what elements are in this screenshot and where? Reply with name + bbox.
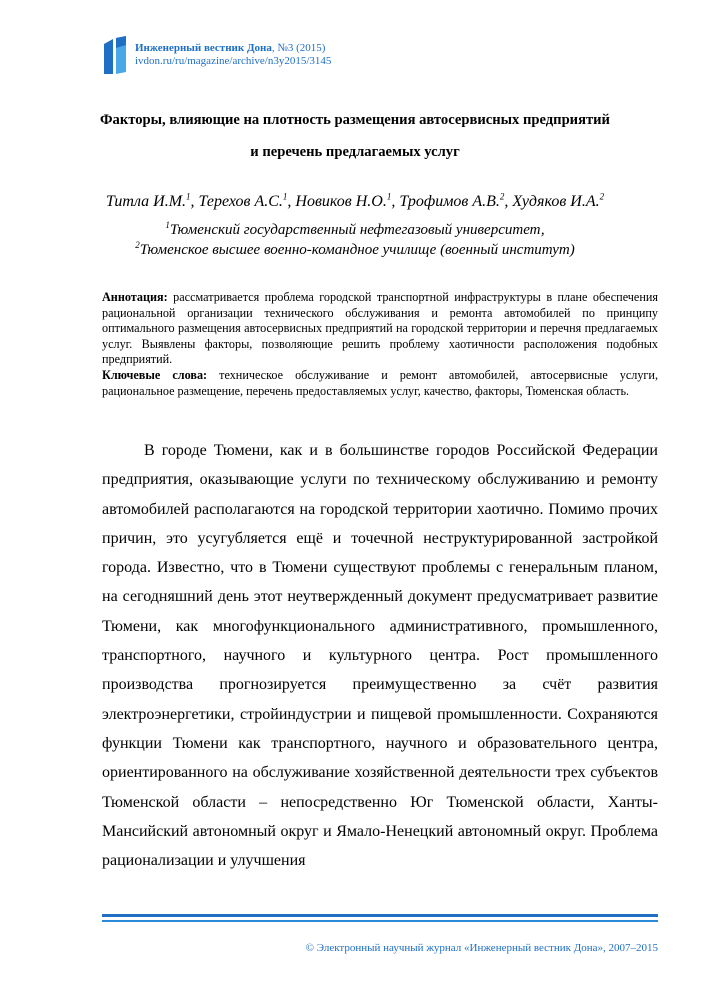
affiliation-mark: 2 — [599, 191, 605, 202]
authors-line — [60, 192, 650, 212]
affiliation-mark: 1 — [386, 191, 392, 202]
abstract-text: рассматривается проблема городской транспортной инфраструктуры в плане обеспечения рациональной организации технического обслуживания и ремонта автомобилей по принципу оптимального размещения автосервисных предприятий на городской территории и перечня предлагаемых услуг. Выявлены факторы, позволяющие решить проблему хаотичности расположения подобных предприятий. — [102, 290, 658, 367]
author-name: Новиков Н.О. — [295, 193, 387, 210]
author-name: Трофимов А.В. — [399, 193, 500, 210]
affiliation-name: Тюменский государственный нефтегазовый университет, — [169, 222, 545, 238]
body-paragraph: В городе Тюмени, как и в большинстве городов Российской Федерации предприятия, оказывающие услуги по техническому обслуживанию и ремонту автомобилей располагаются на городской территории хаотично. Помимо прочих причин, это усугубляется ещё и точечной неструктурированной застройкой города. Известно, что в Тюмени существуют проблемы с генеральным планом, на сегодняшний день этот неутвержденный документ предусматривает развитие Тюмени, как многофункционального административного, промышленного, транспортного, научного и культурного центра. Рост промышленного производства прогнозируется преимущественно за счёт развития электроэнергетики, стройиндустрии и пищевой промышленности. Сохраняются функции Тюмени как транспортного, научного и образовательного центра, ориентированного на обслуживание хозяйственной деятельности трех субъектов Тюменской области – непосредственно Юг Тюменской области, Ханты-Мансийский автономный округ и Ямало-Ненецкий автономный округ. Проблема рационализации и улучшения — [102, 442, 658, 870]
author-name: Титла И.М. — [105, 193, 187, 210]
affiliation-2 — [60, 240, 650, 260]
abstract-label: Аннотация: — [102, 290, 168, 304]
author-name: Худяков И.А. — [512, 193, 600, 210]
footer-divider-thin — [102, 920, 658, 922]
article-url[interactable]: ivdon.ru/ru/magazine/archive/n3y2015/3145 — [135, 55, 332, 67]
affiliation-mark: 1 — [282, 191, 288, 202]
affiliations — [60, 220, 650, 260]
article-title: Факторы, влияющие на плотность размещения автосервисных предприятий и перечень предлагаемых услуг — [100, 112, 610, 160]
journal-logo-icon — [102, 36, 128, 76]
author-separator: , — [391, 193, 400, 210]
affiliation-mark: 1 — [186, 191, 191, 202]
author-separator: , — [504, 193, 513, 210]
affiliation-name: Тюменское высшее военно-командное училище (военный институт) — [139, 242, 575, 258]
footer-divider — [102, 914, 658, 917]
affiliation-mark: 2 — [499, 191, 505, 202]
keywords-label: Ключевые слова: — [102, 367, 208, 382]
journal-issue: , №3 (2015) — [271, 42, 326, 54]
affiliation-number: 1 — [165, 220, 170, 230]
author-name: Терехов А.С. — [198, 193, 283, 210]
affiliation-1 — [60, 220, 650, 240]
keywords — [102, 368, 658, 399]
abstract — [102, 290, 658, 368]
footer-copyright: © Электронный научный журнал «Инженерный вестник Дона», 2007–2015 — [305, 942, 658, 954]
journal-info — [135, 42, 331, 68]
journal-name[interactable]: Инженерный вестник Дона — [135, 42, 272, 54]
author-separator: , — [190, 193, 199, 210]
abstract-block — [102, 290, 658, 399]
article-body — [102, 436, 658, 875]
affiliation-number: 2 — [135, 240, 140, 250]
keywords-text: техническое обслуживание и ремонт автомобилей, автосервисные услуги, рациональное размещение, перечень предоставляемых услуг, качество, факторы, Тюменская область. — [102, 367, 658, 398]
author-separator: , — [287, 193, 296, 210]
